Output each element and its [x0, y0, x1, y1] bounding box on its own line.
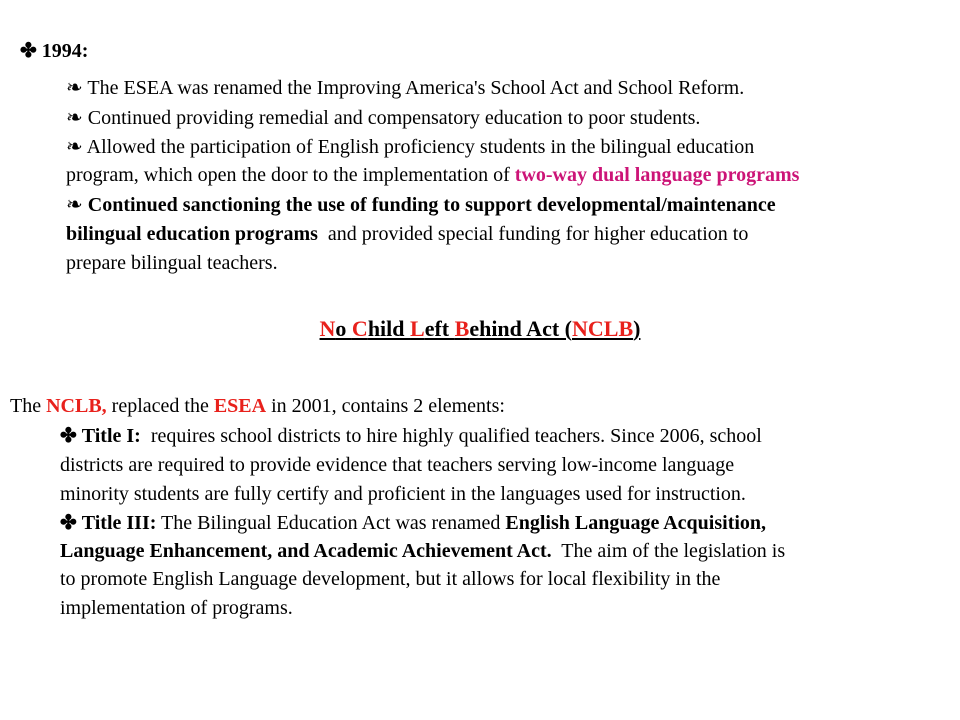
title-letter: L: [410, 316, 425, 341]
list-item-continued: [66, 221, 748, 247]
list-item: [66, 134, 754, 160]
text: minority students are fully certify and proficient in the languages used for instruction.: [60, 483, 746, 505]
list-item-continued: [66, 250, 278, 276]
list-item: [66, 192, 776, 218]
title-acronym: NCLB: [572, 316, 634, 341]
title-part: ): [633, 316, 641, 341]
text: The: [10, 395, 47, 417]
text: districts are required to provide evidence that teachers serving low-income language: [60, 454, 735, 476]
text: replaced the: [106, 395, 214, 417]
fleuron-icon: ❧: [66, 107, 83, 129]
title-part: eft: [424, 316, 455, 341]
list-item: [66, 75, 744, 101]
text: in 2001, contains 2 elements:: [266, 395, 505, 417]
title-iii-item: [60, 510, 766, 536]
title-iii-label: Title III:: [81, 512, 157, 534]
list-item-text: program, which open the door to the implementation of: [66, 164, 515, 186]
bold-text: bilingual education programs: [66, 223, 318, 245]
title-i-label: Title I:: [81, 425, 141, 447]
title-iii-continued: [60, 595, 293, 621]
fleuron-icon: ❧: [66, 194, 83, 216]
highlight-text: two-way dual language programs: [514, 164, 800, 186]
flower-icon: ✤: [20, 40, 37, 62]
list-item-continued: [66, 162, 799, 188]
text: to promote English Language development, but it allows for local flexibility in the: [60, 568, 721, 590]
flower-icon: ✤: [60, 425, 77, 447]
text: implementation of programs.: [60, 597, 293, 619]
nclb-intro: [10, 393, 505, 419]
title-part: hild: [367, 316, 411, 341]
title-i-item: [60, 423, 762, 449]
list-item-text: The ESEA was renamed the Improving America's School Act and School Reform.: [87, 77, 745, 99]
bold-text: Language Enhancement, and Academic Achievement Act.: [60, 540, 552, 562]
list-item-text: and provided special funding for higher education to: [317, 223, 749, 245]
list-item-text: prepare bilingual teachers.: [66, 252, 278, 274]
acronym: NCLB,: [46, 395, 107, 417]
flower-icon: ✤: [60, 512, 77, 534]
list-item-text: Allowed the participation of English proficiency students in the bilingual education: [86, 136, 755, 158]
title-iii-continued: [60, 566, 720, 592]
title-i-continued: [60, 481, 746, 507]
fleuron-icon: ❧: [66, 77, 83, 99]
page-title: [0, 315, 960, 343]
text: The Bilingual Education Act was renamed: [156, 512, 506, 534]
title-i-continued: [60, 452, 734, 478]
text: requires school districts to hire highly qualified teachers. Since 2006, school: [140, 425, 762, 447]
title-part: ehind Act (: [469, 316, 572, 341]
title-iii-continued: [60, 538, 785, 564]
text: The aim of the legislation is: [551, 540, 786, 562]
heading-1994: [20, 38, 88, 64]
list-item-text: Continued providing remedial and compensatory education to poor students.: [87, 107, 701, 129]
title-letter: C: [351, 316, 368, 341]
title-letter: B: [454, 316, 470, 341]
list-item: [66, 105, 700, 131]
title-letter: N: [319, 316, 336, 341]
acronym: ESEA: [213, 395, 267, 417]
heading-text: 1994:: [41, 40, 89, 62]
list-item-text: Continued sanctioning the use of funding to support developmental/maintenance: [87, 194, 776, 216]
title-part: o: [335, 316, 352, 341]
bold-text: English Language Acquisition,: [505, 512, 767, 534]
fleuron-icon: ❧: [66, 136, 83, 158]
